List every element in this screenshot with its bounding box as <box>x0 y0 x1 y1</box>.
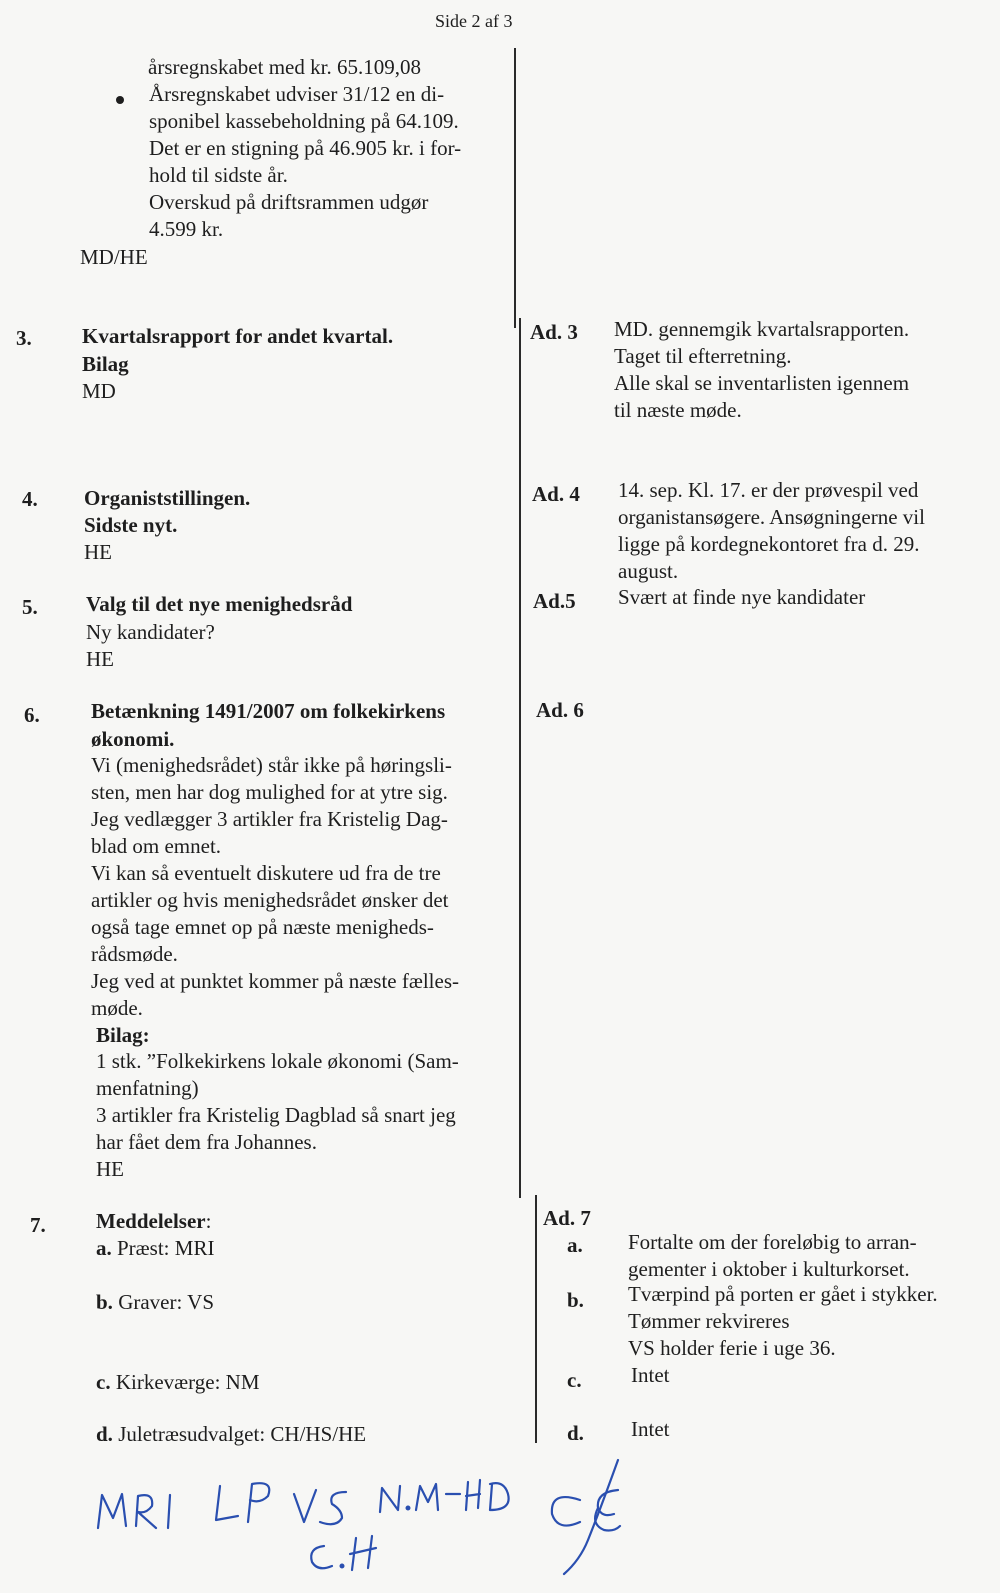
item-subtitle: Bilag <box>82 352 129 376</box>
bilag-line: 1 stk. ”Folkekirkens lokale økonomi (Sam- <box>96 1049 459 1073</box>
subitem-label: Kirkeværge: NM <box>115 1370 260 1394</box>
body-line: møde. <box>91 996 143 1020</box>
note-line: Tømmer rekvireres <box>628 1309 790 1333</box>
item-title: Betænkning 1491/2007 om folkekirkens <box>91 699 446 723</box>
item-responsible: HE <box>86 647 114 671</box>
item-number: 7. <box>30 1213 46 1237</box>
body-line: også tage emnet op på næste menigheds- <box>91 915 434 939</box>
top-bullet-line: Det er en stigning på 46.905 kr. i for- <box>149 136 462 160</box>
subitem-letter: b. <box>567 1288 584 1312</box>
item-title-wrap <box>96 1208 211 1235</box>
item-number: 3. <box>16 326 32 350</box>
ad-label: Ad. 3 <box>530 320 578 344</box>
subitem-a <box>96 1235 214 1262</box>
note-line: gementer i oktober i kulturkorset. <box>628 1257 910 1281</box>
body-line: Vi kan så eventuelt diskutere ud fra de tre <box>91 861 441 885</box>
body-line: sten, men har dog mulighed for at ytre sig. <box>91 780 448 804</box>
note-line: ligge på kordegnekontoret fra d. 29. <box>618 532 920 556</box>
subitem-letter: d. <box>567 1421 584 1445</box>
note-line: Tværpind på porten er gået i stykker. <box>628 1282 938 1306</box>
body-line: Jeg vedlægger 3 artikler fra Kristelig Dag- <box>91 807 448 831</box>
subitem-d <box>96 1421 366 1448</box>
note-line: Alle skal se inventarlisten igennem <box>614 371 910 395</box>
top-bullet-line: Årsregnskabet udviser 31/12 en di- <box>149 82 445 106</box>
note-line: Svært at finde nye kandidater <box>618 585 866 609</box>
subitem-letter: b. <box>96 1290 113 1314</box>
bilag-line: har fået dem fra Johannes. <box>96 1130 317 1154</box>
top-text-line: årsregnskabet med kr. 65.109,08 <box>148 55 421 79</box>
column-divider-bottom <box>535 1195 537 1443</box>
subitem-label: Præst: MRI <box>117 1236 215 1260</box>
page-number: Side 2 af 3 <box>435 11 513 31</box>
note-line: organistansøgere. Ansøgningerne vil <box>618 505 925 529</box>
subitem-c <box>96 1369 260 1396</box>
item-subtitle: Ny kandidater? <box>86 620 215 644</box>
note-line: Intet <box>631 1363 670 1387</box>
top-bullet-line: sponibel kassebeholdning på 64.109. <box>149 109 459 133</box>
note-line: MD. gennemgik kvartalsrapporten. <box>614 317 910 341</box>
note-line: august. <box>618 559 679 583</box>
body-line: artikler og hvis menighedsrådet ønsker det <box>91 888 449 912</box>
item-title: økonomi. <box>91 727 175 751</box>
ad-label: Ad. 4 <box>532 482 580 506</box>
column-divider-upper <box>514 48 516 328</box>
subitem-letter: c. <box>567 1368 582 1392</box>
item-number: 5. <box>22 595 38 619</box>
ad-label: Ad.5 <box>533 589 576 613</box>
body-line: Jeg ved at punktet kommer på næste fælles- <box>91 969 460 993</box>
item-number: 4. <box>22 487 38 511</box>
item-title-colon: : <box>205 1209 212 1233</box>
item-responsible: MD <box>82 379 116 403</box>
note-line: VS holder ferie i uge 36. <box>628 1336 836 1360</box>
bullet-icon <box>116 96 124 104</box>
item-title: Valg til det nye menighedsråd <box>86 592 353 616</box>
bilag-label: Bilag: <box>96 1023 150 1047</box>
note-line: Taget til efterretning. <box>614 344 792 368</box>
note-line: 14. sep. Kl. 17. er der prøvespil ved <box>618 478 919 502</box>
subitem-b <box>96 1289 214 1316</box>
body-line: blad om emnet. <box>91 834 222 858</box>
ad-label: Ad. 7 <box>543 1206 591 1230</box>
item-title: Kvartalsrapport for andet kvartal. <box>82 324 394 348</box>
body-line: rådsmøde. <box>91 942 178 966</box>
signatures-handwritten <box>80 1450 680 1590</box>
body-line: Vi (menighedsrådet) står ikke på høringsli- <box>91 753 452 777</box>
subitem-letter: c. <box>96 1370 111 1394</box>
top-initials: MD/HE <box>80 245 148 269</box>
item-number: 6. <box>24 703 40 727</box>
subitem-label: Juletræsudvalget: CH/HS/HE <box>118 1422 367 1446</box>
item-responsible: HE <box>84 540 112 564</box>
bilag-line: menfatning) <box>96 1076 199 1100</box>
subitem-letter: d. <box>96 1422 113 1446</box>
column-divider-lower <box>519 318 521 1198</box>
note-line: Intet <box>631 1417 670 1441</box>
bilag-line: 3 artikler fra Kristelig Dagblad så snart jeg <box>96 1103 456 1127</box>
note-line: til næste møde. <box>614 398 742 422</box>
top-bullet-line: hold til sidste år. <box>149 163 288 187</box>
note-line: Fortalte om der foreløbig to arran- <box>628 1230 917 1254</box>
subitem-label: Graver: VS <box>118 1290 215 1314</box>
item-responsible: HE <box>96 1157 124 1181</box>
subitem-letter: a. <box>567 1233 583 1257</box>
subitem-letter: a. <box>96 1236 112 1260</box>
item-subtitle: Sidste nyt. <box>84 513 178 537</box>
ad-label: Ad. 6 <box>536 698 584 722</box>
item-title: Meddelelser <box>96 1209 206 1233</box>
top-bullet-line: 4.599 kr. <box>149 217 224 241</box>
top-bullet-line: Overskud på driftsrammen udgør <box>149 190 429 214</box>
item-title: Organiststillingen. <box>84 486 251 510</box>
